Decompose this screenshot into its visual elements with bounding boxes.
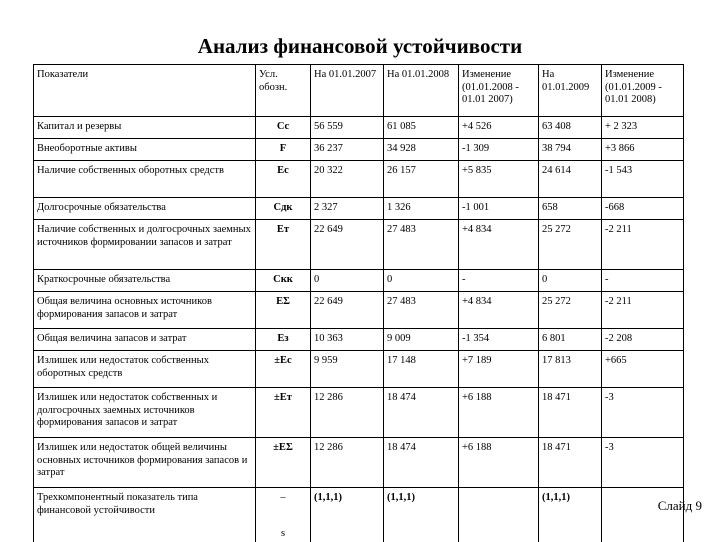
row-value-2008: 18 474 <box>384 388 459 438</box>
header-2007: На 01.01.2007 <box>311 65 384 117</box>
row-value-2008: 9 009 <box>384 329 459 351</box>
row-name: Долгосрочные обязательства <box>34 198 256 220</box>
row-change-1: - <box>459 270 539 292</box>
row-value-2009: 38 794 <box>539 139 602 161</box>
row-value-2009: 24 614 <box>539 161 602 198</box>
row-name: Излишек или недостаток общей величины основных источников формирования запасов и затрат <box>34 438 256 488</box>
row-value-2007: 10 363 <box>311 329 384 351</box>
row-value-2009: 658 <box>539 198 602 220</box>
row-name: Наличие собственных оборотных средств <box>34 161 256 198</box>
row-value-2007: 20 322 <box>311 161 384 198</box>
row-value-2008: 1 326 <box>384 198 459 220</box>
row-symbol-text: ЕΣ <box>276 296 290 307</box>
row-name: Капитал и резервы <box>34 117 256 139</box>
row-value-2008: 0 <box>384 270 459 292</box>
header-symbol: Усл. обозн. <box>256 65 311 117</box>
row-change-1: +4 526 <box>459 117 539 139</box>
table-row <box>34 198 684 220</box>
symbol-stack <box>259 492 307 540</box>
slide-title: Анализ финансовой устойчивости <box>0 34 720 59</box>
row-change-1: -1 354 <box>459 329 539 351</box>
row-value-2008: 17 148 <box>384 351 459 388</box>
row-name: Внеоборотные активы <box>34 139 256 161</box>
row-symbol-text: Ез <box>277 333 288 344</box>
row-symbol <box>256 198 311 220</box>
row-name: Излишек или недостаток собственных и долгосрочных заемных источников формирования запасов и затрат <box>34 388 256 438</box>
table-row <box>34 270 684 292</box>
row-change-1: +6 188 <box>459 388 539 438</box>
table-row <box>34 351 684 388</box>
row-symbol-text: Скк <box>273 274 293 285</box>
row-name: Общая величина основных источников формирования запасов и затрат <box>34 292 256 329</box>
row-symbol-text: ±ЕΣ <box>273 442 293 453</box>
row-change-1: +4 834 <box>459 220 539 270</box>
row-value-2009: 18 471 <box>539 388 602 438</box>
row-change-2: + 2 323 <box>602 117 684 139</box>
symbol-top: – <box>280 492 285 505</box>
row-name: Наличие собственных и долгосрочных заемных источников формировании запасов и затрат <box>34 220 256 270</box>
table-row-last <box>34 488 684 542</box>
row-change-2: -3 <box>602 388 684 438</box>
row-symbol <box>256 388 311 438</box>
row-value-2008: 61 085 <box>384 117 459 139</box>
row-symbol <box>256 292 311 329</box>
table-row <box>34 388 684 438</box>
row-change-2: +3 866 <box>602 139 684 161</box>
header-2009: На 01.01.2009 <box>539 65 602 117</box>
row-symbol <box>256 488 311 542</box>
row-symbol <box>256 270 311 292</box>
financial-stability-table <box>33 64 684 542</box>
row-change-2: +665 <box>602 351 684 388</box>
row-symbol <box>256 117 311 139</box>
row-value-2009: 6 801 <box>539 329 602 351</box>
header-indicator: Показатели <box>34 65 256 117</box>
row-name: Трехкомпонентный показатель типа финансовой устойчивости <box>34 488 256 542</box>
row-value-2007: 9 959 <box>311 351 384 388</box>
row-change-2: -668 <box>602 198 684 220</box>
row-change-1: +4 834 <box>459 292 539 329</box>
table-row <box>34 220 684 270</box>
row-value-2008: 34 928 <box>384 139 459 161</box>
row-symbol-text: Сс <box>277 121 289 132</box>
row-change-2: -2 211 <box>602 220 684 270</box>
row-symbol <box>256 220 311 270</box>
row-symbol-text: Ет <box>277 224 289 235</box>
row-name: Излишек или недостаток собственных оборотных средств <box>34 351 256 388</box>
table-row <box>34 161 684 198</box>
row-symbol-text: ±Ет <box>274 392 292 403</box>
table-row <box>34 438 684 488</box>
row-value-2007: 12 286 <box>311 388 384 438</box>
row-value-2008: 18 474 <box>384 438 459 488</box>
header-2008: На 01.01.2008 <box>384 65 459 117</box>
row-value-2009: 18 471 <box>539 438 602 488</box>
row-symbol-text: Сдк <box>274 202 293 213</box>
row-value-2009: 17 813 <box>539 351 602 388</box>
row-symbol-text: Ес <box>277 165 289 176</box>
row-value-2009: 0 <box>539 270 602 292</box>
row-change-2: -2 208 <box>602 329 684 351</box>
row-change-1: +7 189 <box>459 351 539 388</box>
row-symbol <box>256 438 311 488</box>
row-name: Краткосрочные обязательства <box>34 270 256 292</box>
row-change-2: -2 211 <box>602 292 684 329</box>
row-value-2008: 26 157 <box>384 161 459 198</box>
row-value-2007: 22 649 <box>311 220 384 270</box>
row-value-2009: 25 272 <box>539 292 602 329</box>
row-change-2 <box>602 488 684 542</box>
row-value-2007: 2 327 <box>311 198 384 220</box>
table-row <box>34 329 684 351</box>
table-header-row <box>34 65 684 117</box>
row-value-2008: 27 483 <box>384 220 459 270</box>
row-symbol <box>256 329 311 351</box>
row-name: Общая величина запасов и затрат <box>34 329 256 351</box>
table-row <box>34 117 684 139</box>
row-value-2007: 12 286 <box>311 438 384 488</box>
row-value-2008: 27 483 <box>384 292 459 329</box>
row-value-2009: (1,1,1) <box>539 488 602 542</box>
table-row <box>34 292 684 329</box>
table-row <box>34 139 684 161</box>
row-change-2: -1 543 <box>602 161 684 198</box>
row-change-1: -1 309 <box>459 139 539 161</box>
header-change-1: Изменение (01.01.2008 - 01.01 2007) <box>459 65 539 117</box>
row-value-2007: 36 237 <box>311 139 384 161</box>
row-value-2007: 22 649 <box>311 292 384 329</box>
row-symbol <box>256 351 311 388</box>
row-symbol <box>256 161 311 198</box>
row-value-2007: 0 <box>311 270 384 292</box>
row-value-2009: 63 408 <box>539 117 602 139</box>
row-value-2007: 56 559 <box>311 117 384 139</box>
slide-number: Слайд 9 <box>658 498 702 514</box>
row-change-1 <box>459 488 539 542</box>
row-change-2: -3 <box>602 438 684 488</box>
row-value-2007: (1,1,1) <box>311 488 384 542</box>
row-symbol-text: ±Ес <box>274 355 291 366</box>
row-change-1: -1 001 <box>459 198 539 220</box>
symbol-bottom: s <box>281 528 285 541</box>
row-change-1: +6 188 <box>459 438 539 488</box>
header-change-2: Изменение (01.01.2009 - 01.01 2008) <box>602 65 684 117</box>
row-change-2: - <box>602 270 684 292</box>
row-value-2009: 25 272 <box>539 220 602 270</box>
row-value-2008: (1,1,1) <box>384 488 459 542</box>
row-symbol <box>256 139 311 161</box>
row-symbol-text: F <box>280 143 286 154</box>
row-change-1: +5 835 <box>459 161 539 198</box>
